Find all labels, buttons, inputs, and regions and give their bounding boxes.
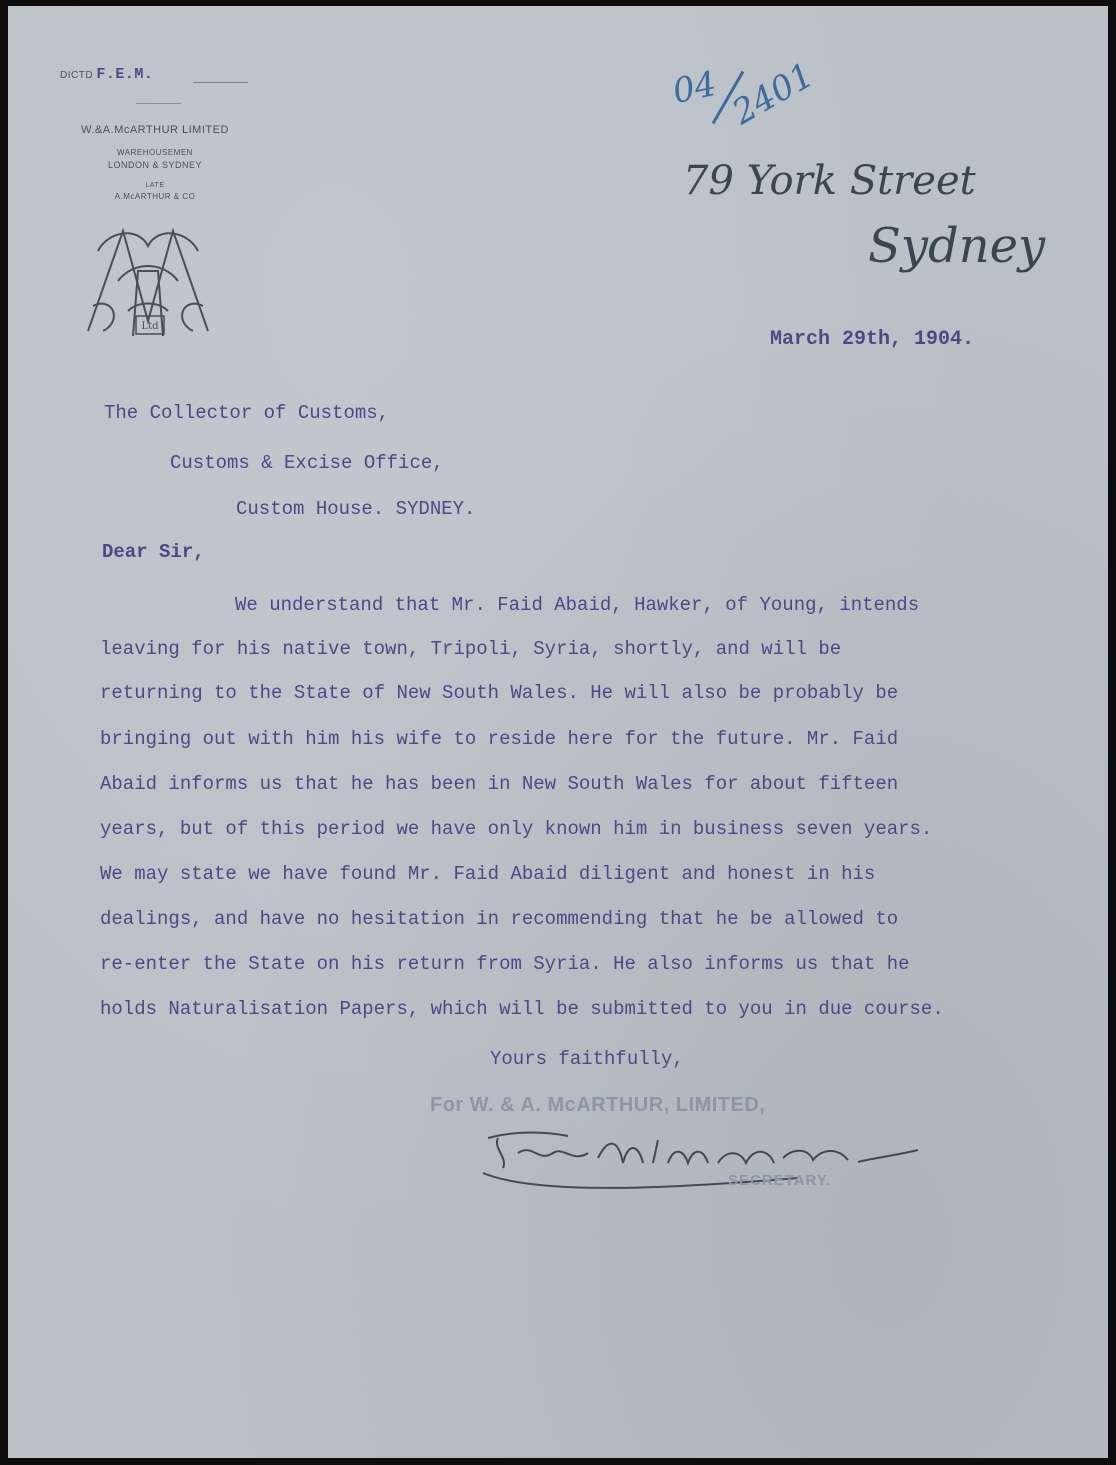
registry-number-top: 04 bbox=[669, 63, 720, 113]
body-line-9: re-enter the State on his return from Syria. He also informs us that he bbox=[100, 953, 910, 975]
letter-page bbox=[8, 6, 1108, 1458]
body-line-2: leaving for his native town, Tripoli, Syria, shortly, and will be bbox=[100, 638, 842, 660]
monogram-year: Ltd bbox=[141, 321, 159, 332]
recipient-line-3: Custom House. SYDNEY. bbox=[236, 498, 476, 520]
signatory-company-stamp: For W. & A. McARTHUR, LIMITED, bbox=[430, 1094, 766, 1116]
handwritten-address-city: Sydney bbox=[868, 218, 1046, 274]
body-line-3: returning to the State of New South Wales. He will also be probably be bbox=[100, 682, 899, 704]
salutation: Dear Sir, bbox=[102, 541, 205, 563]
company-cities: LONDON & SYDNEY bbox=[107, 160, 203, 170]
body-line-5: Abaid informs us that he has been in New South Wales for about fifteen bbox=[100, 773, 899, 795]
company-late-label: LATE bbox=[145, 182, 165, 189]
short-rule bbox=[136, 103, 181, 104]
recipient-line-1: The Collector of Customs, bbox=[104, 402, 390, 424]
body-line-7: We may state we have found Mr. Faid Abaid diligent and honest in his bbox=[100, 863, 876, 885]
company-name: W.&A.McARTHUR LIMITED bbox=[81, 124, 229, 136]
dictation-rule bbox=[193, 82, 248, 83]
dictation-prefix: DICTD bbox=[60, 70, 94, 81]
body-line-4: bringing out with him his wife to reside here for the future. Mr. Faid bbox=[100, 728, 899, 750]
registry-number-bottom: 2401 bbox=[725, 55, 821, 133]
company-trade: WAREHOUSEMEN bbox=[117, 148, 193, 157]
handwritten-address-street: 79 York Street bbox=[683, 158, 976, 204]
recipient-line-2: Customs & Excise Office, bbox=[170, 452, 444, 474]
body-line-8: dealings, and have no hesitation in recommending that he be allowed to bbox=[100, 908, 899, 930]
body-line-10: holds Naturalisation Papers, which will be submitted to you in due course. bbox=[100, 998, 944, 1020]
company-monogram-logo bbox=[78, 211, 218, 346]
dictation-initials bbox=[60, 66, 153, 83]
closing: Yours faithfully, bbox=[490, 1048, 684, 1070]
body-line-6: years, but of this period we have only known him in business seven years. bbox=[100, 818, 933, 840]
company-former-name: A.McARTHUR & CO bbox=[114, 192, 196, 201]
letter-date: March 29th, 1904. bbox=[770, 328, 975, 351]
signatory-title-stamp: SECRETARY. bbox=[728, 1172, 832, 1189]
dictation-initials-typed: F.E.M. bbox=[96, 66, 154, 83]
body-line-1: We understand that Mr. Faid Abaid, Hawker, of Young, intends bbox=[235, 594, 920, 616]
handwritten-signature bbox=[478, 1118, 938, 1198]
